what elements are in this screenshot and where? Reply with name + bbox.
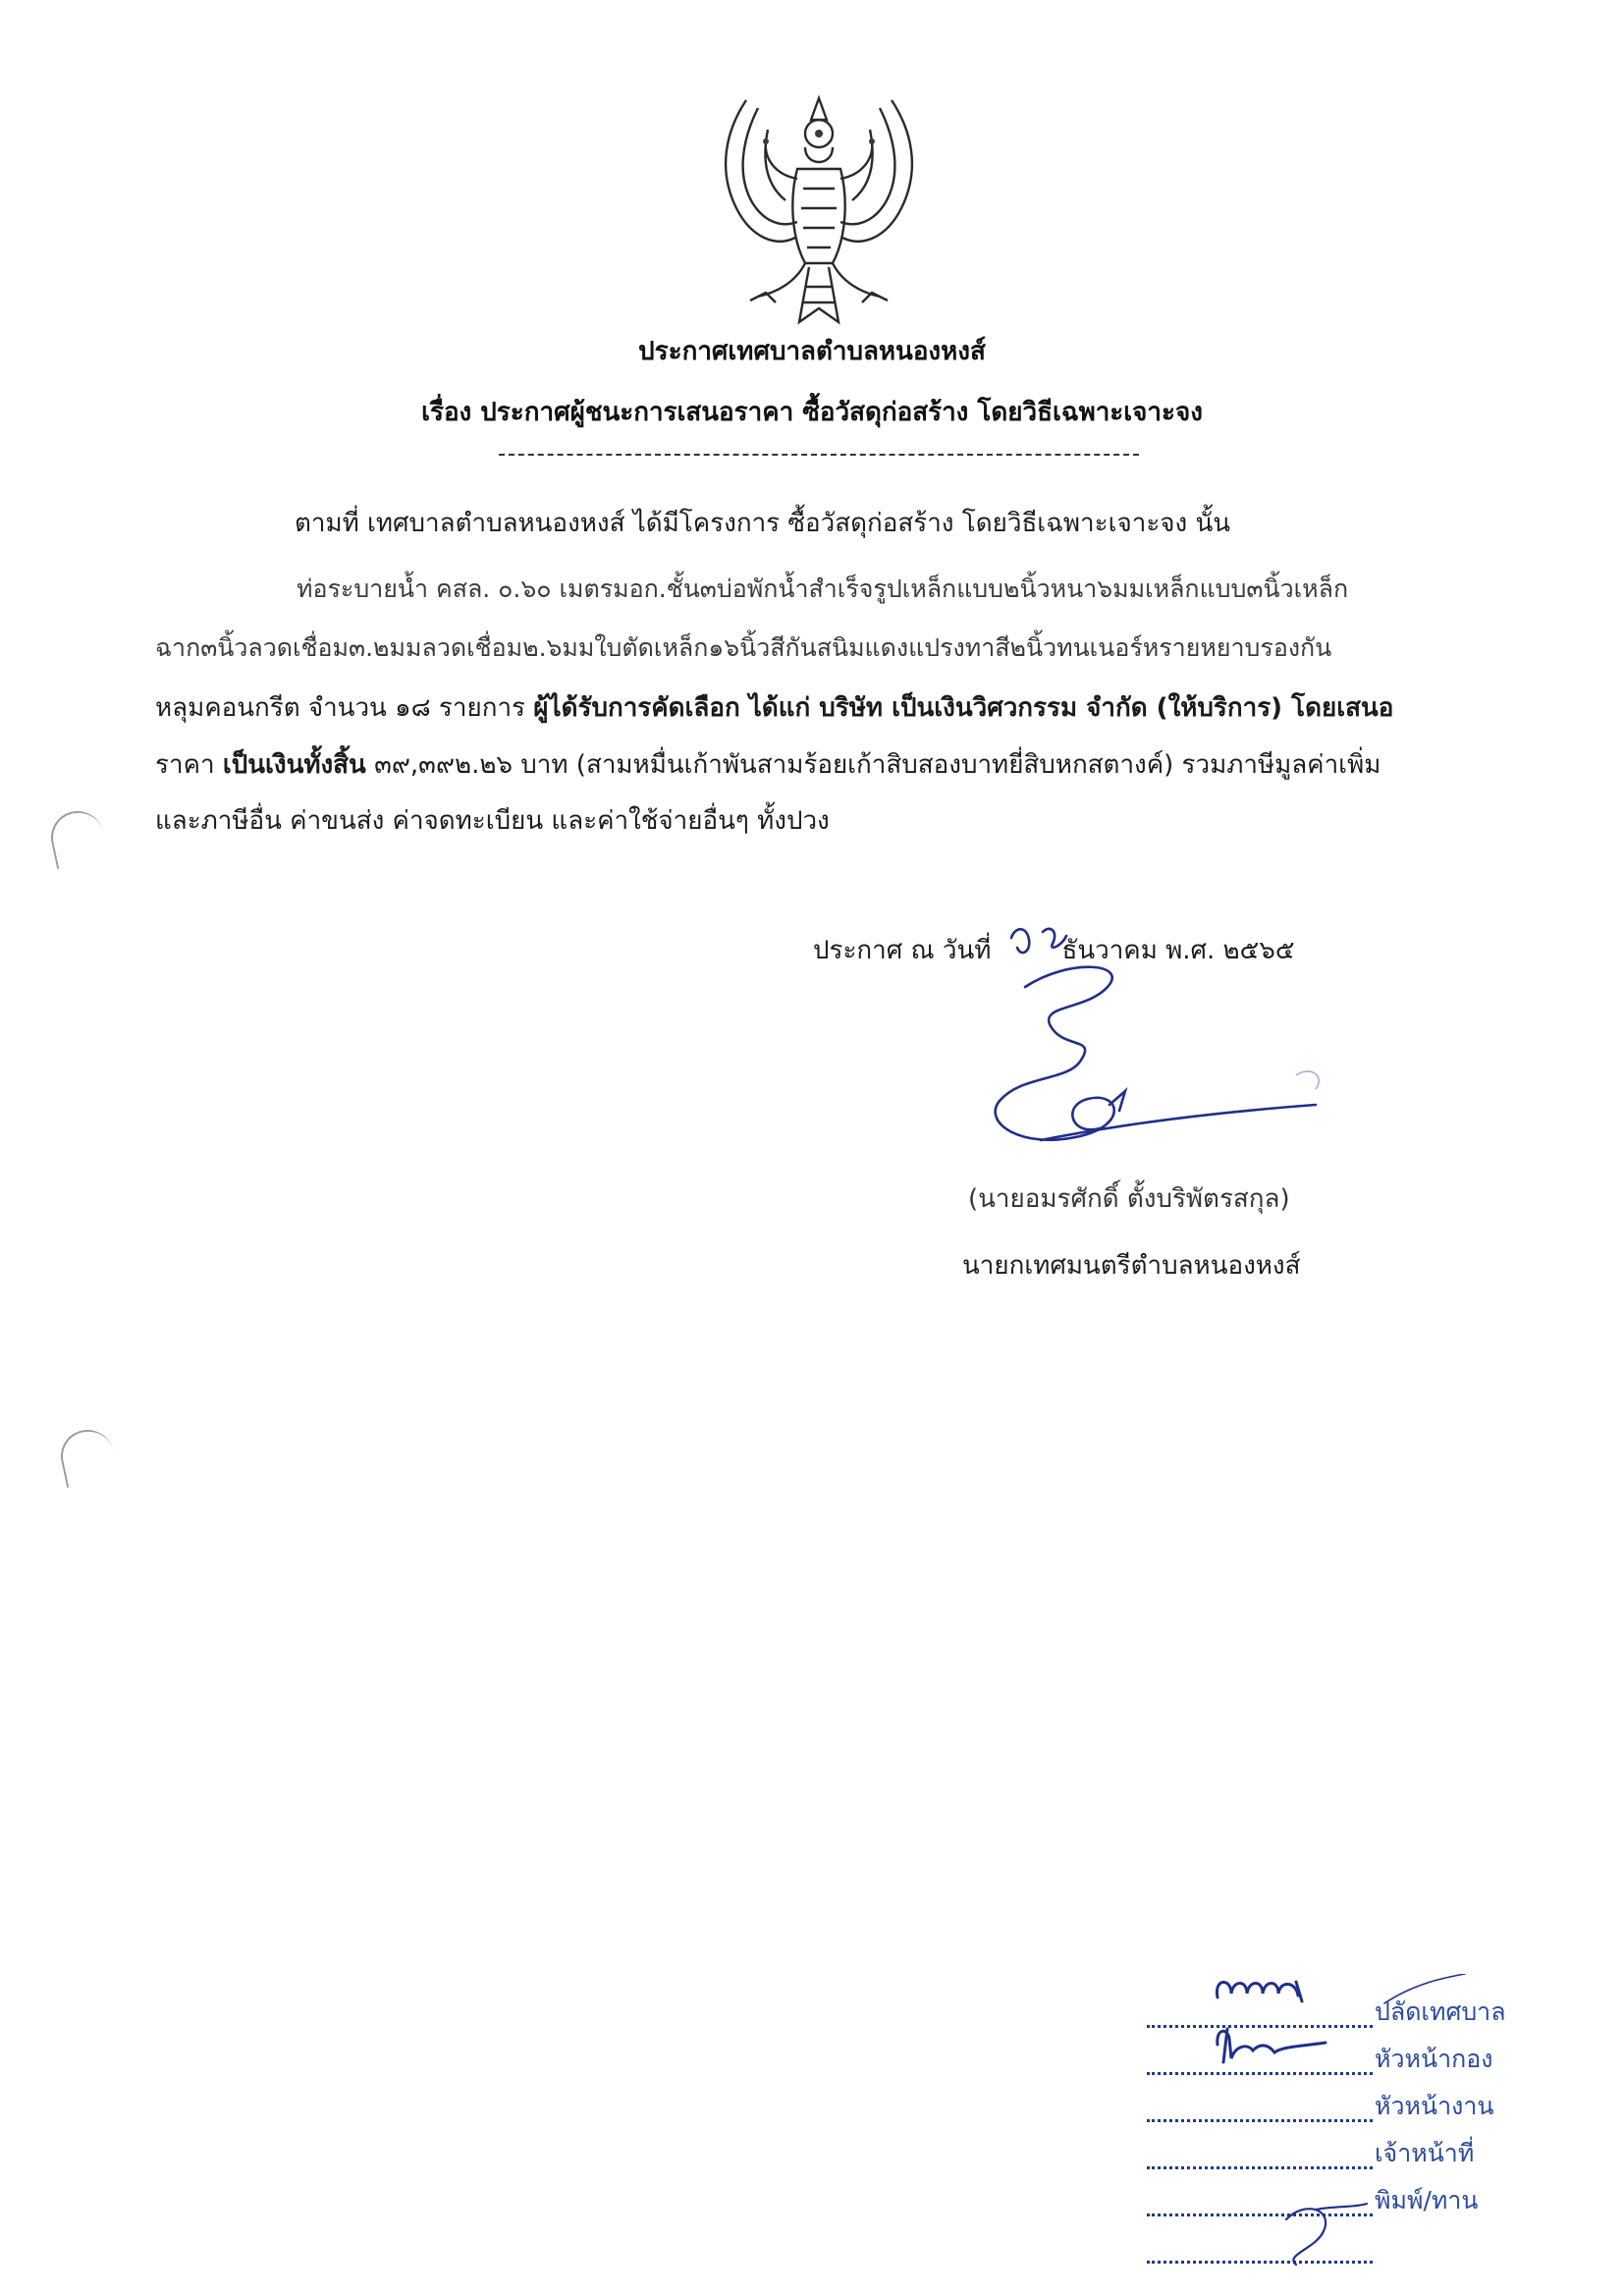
document-subject: เรื่อง ประกาศผู้ชนะการเสนอราคา ซื้อวัสดุก่อสร้าง โดยวิธีเฉพาะเจาะจง (421, 398, 1203, 427)
body-line-4 (155, 692, 1393, 724)
signer-position: นายกเทศมนตรีตำบลหนองหงส์ (962, 1251, 1301, 1281)
body-line-5-amount: ๓๙,๓๙๒.๒๖ บาท (สามหมื่นเก้าพันสามร้อยเก้าสิบสองบาทยี่สิบหกสตางค์) รวมภาษีมูลค่าเพิ่ม (365, 750, 1381, 780)
routing-label-2: หัวหน้ากอง (1375, 2045, 1493, 2073)
garuda-emblem (707, 90, 931, 334)
routing-label-4: เจ้าหน้าที่ (1375, 2139, 1475, 2167)
body-line-3: ฉาก๓นิ้วลวดเชื่อม๓.๒มมลวดเชื่อม๒.๖มมใบตัดเหล็ก๑๖นิ้วสีกันสนิมแดงแปรงทาสี๒นิ้วทนเนอร์หรายหยาบรองกัน (155, 633, 1332, 662)
date-month-year: ธันวาคม พ.ศ. ๒๕๖๕ (1061, 936, 1295, 965)
document-title: ประกาศเทศบาลตำบลหนองหงส์ (638, 337, 986, 366)
body-line-4-part-a: หลุมคอนกรีต จำนวน ๑๘ รายการ (155, 693, 534, 723)
body-line-6: และภาษีอื่น ค่าขนส่ง ค่าจดทะเบียน และค่าใช้จ่ายอื่นๆ ทั้งปวง (155, 806, 830, 836)
punch-hole-mark (56, 1425, 119, 1488)
body-line-1 (295, 508, 1230, 539)
body-line-4-winner: ผู้ได้รับการคัดเลือก ได้แก่ บริษัท เป็นเงินวิศวกรรม จำกัด (ให้บริการ) โดยเสนอ (533, 693, 1394, 723)
body-line-5-total-label: เป็นเงินทั้งสิ้น (222, 750, 366, 780)
body-line-5-part-a: ราคา (155, 750, 223, 780)
date-prefix: ประกาศ ณ วันที่ (813, 936, 992, 965)
body-line-2: ท่อระบายน้ำ คสล. ๐.๖๐ เมตรมอก.ชั้น๓บ่อพักน้ำสำเร็จรูปเหล็กแบบ๒นิ้วหนา๖มมเหล็กแบบ๓นิ้วเหล็ก (297, 574, 1349, 603)
separator-line (499, 454, 1139, 456)
body-line-5 (155, 749, 1380, 781)
signer-name: (นายอมรศักดิ์ ตั้งบริพัตรสกุล) (968, 1184, 1290, 1214)
punch-hole-mark (46, 806, 109, 869)
routing-label-3: หัวหน้างาน (1375, 2092, 1494, 2120)
routing-label-1: ปลัดเทศบาล (1375, 1997, 1506, 2026)
routing-label-5: พิมพ์/ทาน (1375, 2186, 1479, 2214)
routing-initials (1159, 1974, 1512, 2269)
signature-mark (982, 918, 1355, 1183)
body-line-1-text: ตามที่ เทศบาลตำบลหนองหงส์ ได้มีโครงการ ซื้อวัสดุก่อสร้าง โดยวิธีเฉพาะเจาะจง นั้น (295, 509, 1231, 538)
